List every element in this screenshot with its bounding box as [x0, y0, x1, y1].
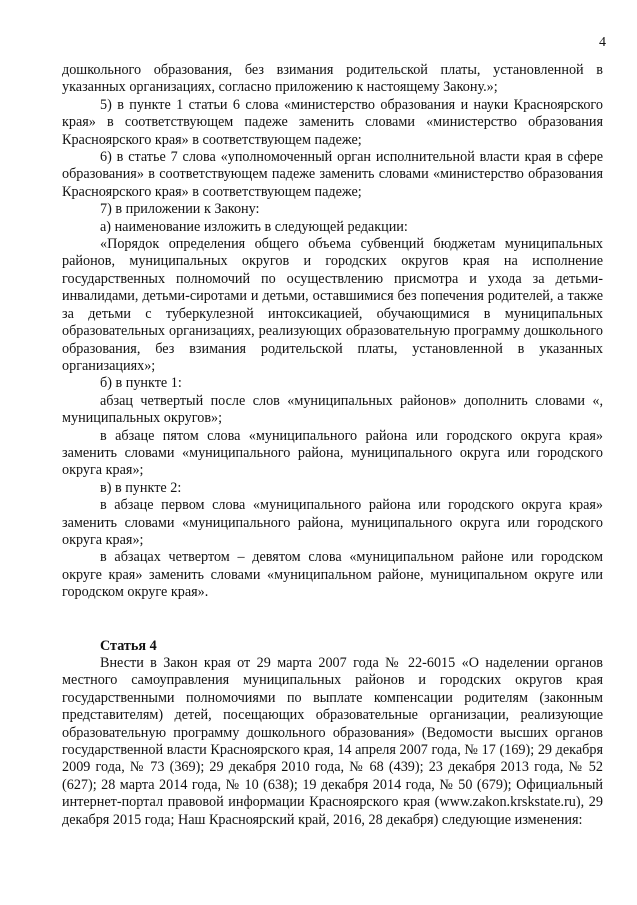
paragraph: в абзацах четвертом – девятом слова «муниципальном районе или городском округе края» заменить словами «муниципальном районе, муниципальном округе или городском округе края».: [62, 549, 603, 601]
paragraph: 5) в пункте 1 статьи 6 слова «министерство образования и науки Красноярского края» в соответствующем падеже заменить словами «министерство образования Красноярского края» в соответствующем падеже;: [62, 96, 603, 148]
paragraph: 7) в приложении к Закону:: [100, 201, 260, 218]
paragraph: «Порядок определения общего объема субвенций бюджетам муниципальных районов, муниципальных округов и городских округов края на исполнение государственных полномочий по осуществлению присмотра и ухода за детьми-инвалидами, детьми-сиротами и детьми, оставшимися без попечения родителей, а также за детьми с туберкулезной интоксикацией, обучающимися в муниципальных образовательных организациях, реализующих образовательную программу дошкольного образования, без взимания родительской платы, установленной в указанных организациях»;: [62, 236, 603, 374]
paragraph: а) наименование изложить в следующей редакции:: [100, 218, 408, 235]
paragraph: в) в пункте 2:: [100, 479, 182, 496]
paragraph: в абзаце пятом слова «муниципального района или городского округа края» заменить словами «муниципального района, муниципального округа или городского округа края»;: [62, 427, 603, 479]
paragraph: в абзаце первом слова «муниципального района или городского округа края» заменить словами «муниципального района, муниципального округа или городского округа края»;: [62, 497, 603, 548]
document-body: [62, 62, 603, 829]
page-number: 4: [599, 35, 606, 50]
article-heading: Статья 4: [100, 637, 157, 654]
spacer: [62, 602, 603, 619]
article-text: Внести в Закон края от 29 марта 2007 года № 22-6015 «О наделении органов местного самоуправления муниципальных районов и городских округов края государственными полномочиями по выплате компенсации родителям (законным представителям) детей, посещающих образовательные организации, реализующие образовательную программу дошкольного образования» (Ведомости высших органов государственной власти Красноярского края, 14 апреля 2007 года, № 17 (169); 29 декабря 2009 года, № 73 (369); 29 декабря 2010 года, № 68 (439); 23 декабря 2013 года, № 52 (627); 28 марта 2014 года, № 10 (638); 19 декабря 2014 года, № 50 (679); Официальный интернет-портал правовой информации Красноярского края (www.zakon.krskstate.ru), 29 декабря 2015 года; Наш Красноярский край, 2016, 28 декабря) следующие изменения:: [62, 655, 603, 828]
paragraph: абзац четвертый после слов «муниципальных районов» дополнить словами «, муниципальных округов»;: [62, 392, 603, 427]
paragraph: б) в пункте 1:: [100, 375, 182, 392]
paragraph: 6) в статье 7 слова «уполномоченный орган исполнительной власти края в сфере образования» в соответствующем падеже заменить словами «министерство образования Красноярского края» в соответствующем падеже;: [62, 149, 603, 200]
paragraph: дошкольного образования, без взимания родительской платы, установленной в указанных организациях, согласно приложению к настоящему Закону.»;: [62, 62, 603, 96]
